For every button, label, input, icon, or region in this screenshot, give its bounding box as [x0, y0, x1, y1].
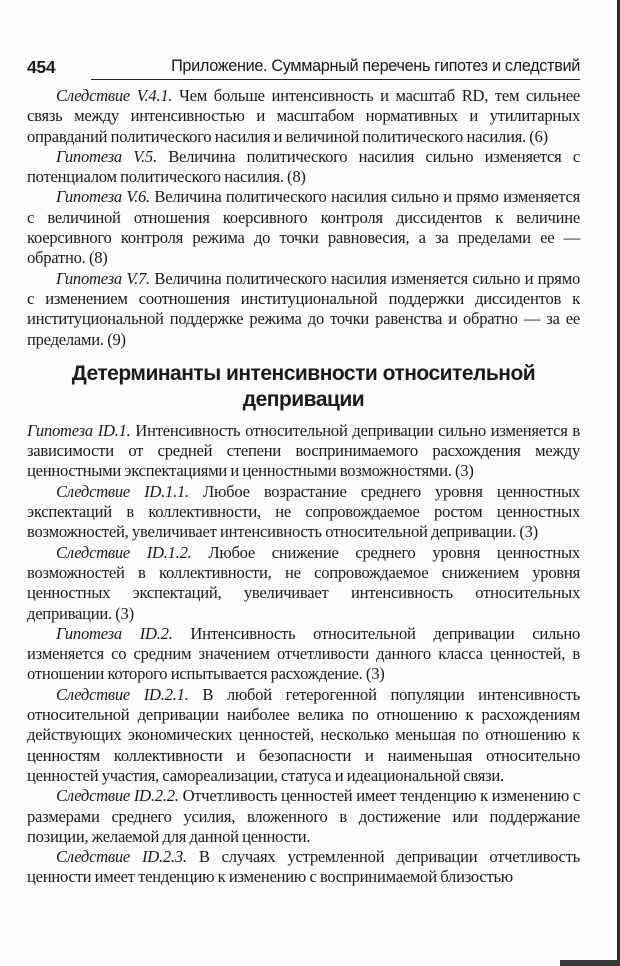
- page-number: 454: [27, 57, 56, 77]
- item-label: Следствие V.4.1.: [56, 86, 173, 105]
- corollary-id-2-1: [27, 685, 580, 786]
- page-content: [27, 86, 580, 888]
- item-text: Чем больше интенсивность и масштаб RD, тем сильнее связь между интенсивностью и масштабом нормативных и утилитарных оправданий политического насилия и величиной политического насилия. (6): [27, 86, 580, 146]
- item-label: Гипотеза ID.1.: [27, 420, 131, 440]
- hypothesis-v-7: [27, 269, 580, 350]
- item-text: Величина политического насилия сильно изменяется с потенциалом политического насилия. (8): [27, 146, 581, 187]
- page-header: [27, 57, 580, 81]
- hypothesis-id-2: [27, 624, 580, 685]
- item-label: Гипотеза V.6.: [56, 187, 150, 207]
- item-label: Следствие ID.2.2.: [56, 786, 179, 806]
- item-label: Следствие ID.2.1.: [56, 684, 189, 704]
- item-label: Следствие ID.2.3.: [56, 847, 187, 867]
- section-heading: Детерминанты интенсивности относительной депривации: [71, 361, 536, 411]
- item-text: В случаях устремленной депривации отчетливость ценности имеет тенденцию к изменению с воспринимаемой близостью: [27, 847, 580, 887]
- item-text: Величина политического насилия сильно и прямо изменяется с величиной отношения коерсивного контроля диссидентов к величине коерсивного контроля режима до точки равновесия, а за пределами ее — обратно. (8): [27, 187, 580, 268]
- item-text: Интенсивность относительной депривации сильно изменяется со средним значением отчетливости данного класса ценностей, в отношении которого испытывается расхождение. (3): [27, 623, 580, 684]
- header-rule: [91, 79, 580, 80]
- item-label: Следствие ID.1.1.: [56, 481, 189, 501]
- running-title: Приложение. Суммарный перечень гипотез и следствий: [171, 57, 580, 75]
- hypothesis-v-6: [27, 187, 580, 268]
- corollary-v-4-1: [27, 86, 580, 147]
- item-text: Отчетливость ценностей имеет тенденцию к изменению с размерами среднего усилия, вложенного в достижение или поддержание позиции, желаемой для данной ценности.: [27, 786, 580, 846]
- corollary-id-1-2: [27, 543, 580, 624]
- hypothesis-v-5: [27, 147, 580, 188]
- item-label: Следствие ID.1.2.: [56, 542, 192, 562]
- page-corner-shadow: [560, 960, 620, 966]
- item-text: Интенсивность относительной депривации сильно изменяется в зависимости от средней степени воспринимаемого расхождения между ценностными экспектациями и ценностными возможностями. (3): [27, 420, 580, 481]
- corollary-id-2-3: [27, 847, 580, 888]
- corollary-id-2-2: [27, 786, 580, 847]
- item-label: Гипотеза V.7.: [56, 268, 150, 288]
- item-label: Гипотеза V.5.: [56, 146, 157, 166]
- item-text: Величина политического насилия изменяется сильно и прямо с изменением соотношения институциональной поддержки диссидентов к институциональной поддержке режима до точки равенства и обратно — за ее пределами. (9): [27, 268, 580, 349]
- corollary-id-1-1: [27, 482, 580, 543]
- item-text: В любой гетерогенной популяции интенсивность относительной депривации наиболее велика по отношению к расхождениям действующих экономических ценностей, несколько меньшая по отношению к ценностям коллективности и безопасности и наименьшая относительно ценностей участия, самореализации, статуса и идеациональной связи.: [27, 684, 580, 785]
- item-text: Любое снижение среднего уровня ценностных возможностей в коллективности, не сопровождаемое снижением уровня ценностных экспектаций, увеличивает интенсивность относительных депривации. (3): [27, 542, 580, 623]
- hypothesis-id-1: [27, 421, 580, 482]
- item-text: Любое возрастание среднего уровня ценностных экспектаций в коллективности, не сопровождаемое ростом ценностных возможностей, увеличивает интенсивность относительной депривации. (3): [27, 481, 580, 542]
- item-label: Гипотеза ID.2.: [56, 623, 173, 643]
